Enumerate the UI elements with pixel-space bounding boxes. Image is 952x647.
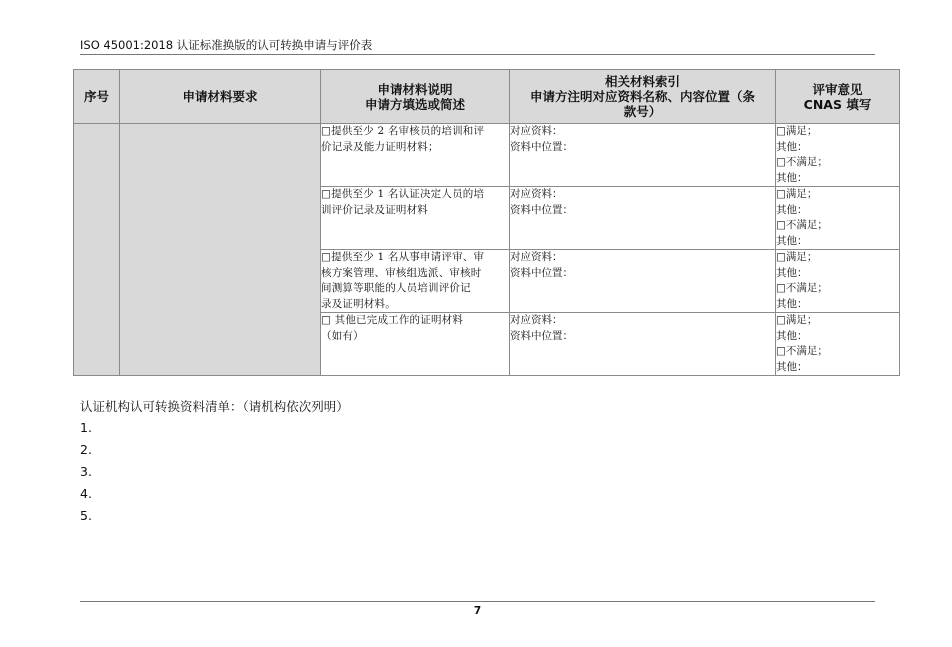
list-item: 4.: [80, 486, 92, 501]
requirements-table: [73, 69, 900, 376]
opinion-cell-line: □不满足；: [776, 219, 828, 231]
opinion-cell-line: 其他：: [776, 171, 808, 184]
description-cell: [321, 187, 510, 250]
header-requirement: 申请材料要求: [120, 70, 321, 124]
list-item: 3.: [80, 464, 92, 479]
opinion-cell-line: 其他：: [776, 360, 808, 373]
description-cell: [321, 250, 510, 313]
reference-cell-line: 对应资料：: [510, 314, 563, 326]
reference-cell: [510, 187, 776, 250]
description-cell-line: 录及证明材料。: [321, 297, 396, 310]
description-cell-line: □提供至少 1 名认证决定人员的培: [321, 188, 485, 200]
page-header: [80, 38, 875, 55]
opinion-cell-line: 其他：: [776, 329, 808, 342]
reference-cell-line: 资料中位置：: [510, 329, 573, 342]
description-cell-line: （如有）: [321, 329, 364, 342]
page-footer: [80, 601, 875, 617]
document-title: ISO 45001:2018 认证标准换版的认可转换申请与评价表: [80, 38, 373, 52]
table-body: [74, 124, 900, 376]
header-opinion: 评审意见 CNAS 填写: [776, 70, 900, 124]
header-description: 申请材料说明 申请方填选或简述: [321, 70, 510, 124]
transfer-list: [80, 419, 92, 529]
table-row: [74, 124, 900, 187]
opinion-cell-line: □满足；: [776, 125, 818, 137]
table-header-row: [74, 70, 900, 124]
reference-cell-line: 对应资料：: [510, 125, 563, 137]
list-item: 1.: [80, 420, 92, 435]
opinion-cell-line: 其他：: [776, 266, 808, 279]
description-cell-line: 价记录及能力证明材料；: [321, 140, 439, 153]
header-seq: 序号: [74, 70, 120, 124]
seq-cell: [74, 124, 120, 376]
reference-cell-line: 资料中位置：: [510, 140, 573, 153]
reference-cell-line: 资料中位置：: [510, 203, 573, 216]
list-item: 2.: [80, 442, 92, 457]
description-cell: [321, 313, 510, 376]
header-reference: 相关材料索引 申请方注明对应资料名称、内容位置（条 款号）: [510, 70, 776, 124]
description-cell-line: □提供至少 2 名审核员的培训和评: [321, 125, 485, 137]
reference-cell-line: 对应资料：: [510, 251, 563, 263]
list-item: 5.: [80, 508, 92, 523]
opinion-cell-line: □不满足；: [776, 156, 828, 168]
opinion-cell-line: 其他：: [776, 203, 808, 216]
opinion-cell-line: □不满足；: [776, 345, 828, 357]
opinion-cell: [776, 124, 900, 187]
opinion-cell-line: □不满足；: [776, 282, 828, 294]
opinion-cell-line: 其他：: [776, 234, 808, 247]
requirement-cell: [120, 124, 321, 376]
opinion-cell: [776, 313, 900, 376]
opinion-cell-line: 其他：: [776, 297, 808, 310]
reference-cell: [510, 250, 776, 313]
description-cell-line: 核方案管理、审核组选派、审核时: [321, 266, 482, 279]
description-cell: [321, 124, 510, 187]
opinion-cell-line: □满足；: [776, 251, 818, 263]
opinion-cell: [776, 250, 900, 313]
reference-cell: [510, 313, 776, 376]
description-cell-line: □提供至少 1 名从事申请评审、审: [321, 251, 485, 263]
description-cell-line: 训评价记录及证明材料: [321, 203, 428, 216]
description-cell-line: □ 其他已完成工作的证明材料: [321, 314, 464, 326]
page-number: 7: [473, 605, 482, 617]
opinion-cell: [776, 187, 900, 250]
description-cell-line: 间测算等职能的人员培训评价记: [321, 282, 471, 294]
reference-cell: [510, 124, 776, 187]
reference-cell-line: 资料中位置：: [510, 266, 573, 279]
reference-cell-line: 对应资料：: [510, 188, 563, 200]
opinion-cell-line: □满足；: [776, 314, 818, 326]
opinion-cell-line: 其他：: [776, 140, 808, 153]
opinion-cell-line: □满足；: [776, 188, 818, 200]
transfer-list-title: 认证机构认可转换资料清单：（请机构依次列明）: [80, 399, 349, 414]
